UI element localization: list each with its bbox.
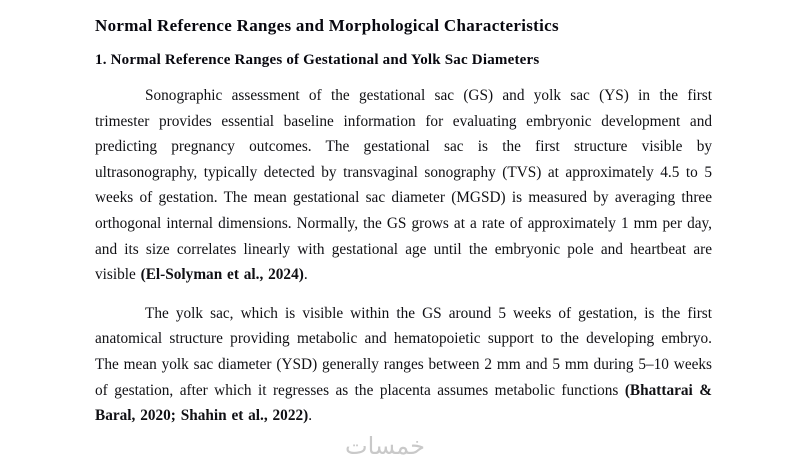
document-title: Normal Reference Ranges and Morphological Characteristics: [95, 16, 559, 35]
paragraph-1-citation: (El-Solyman et al., 2024): [140, 266, 304, 284]
paragraph-gestational-sac: [95, 83, 712, 288]
paragraph-1-period: .: [303, 266, 308, 284]
paragraph-2-period: .: [308, 407, 313, 425]
watermark-text: خمسات: [344, 432, 426, 460]
paragraph-2-text: The yolk sac, which is visible within the GS around 5 weeks of gestation, is the first anatomical structure providing metabolic and hematopoietic support to the developing embryo. The mean yolk sac diameter (YSD) generally ranges between 2 mm and 5 mm during 5–10 weeks of gestation, after which it regresses as the placenta assumes metabolic functions: [95, 304, 712, 399]
paragraph-2-citation: (Bhattarai & Baral, 2020; Shahin et al., 2022): [95, 381, 713, 425]
document-content: [95, 16, 712, 442]
paragraph-1-text: Sonographic assessment of the gestational sac (GS) and yolk sac (YS) in the first trimester provides essential baseline information for evaluating embryonic development and predicting pregnancy outcomes. The gestational sac is the first structure visible by ultrasonography, typically detected by transvaginal sonography (TVS) at approximately 4.5 to 5 weeks of gestation. The mean gestational sac diameter (MGSD) is measured by averaging three orthogonal internal dimensions. Normally, the GS grows at a rate of approximately 1 mm per day, and its size correlates linearly with gestational age until the embryonic pole and heartbeat are visible: [95, 87, 712, 284]
section-heading: 1. Normal Reference Ranges of Gestational and Yolk Sac Diameters: [95, 52, 540, 68]
paragraph-yolk-sac: [95, 301, 712, 429]
